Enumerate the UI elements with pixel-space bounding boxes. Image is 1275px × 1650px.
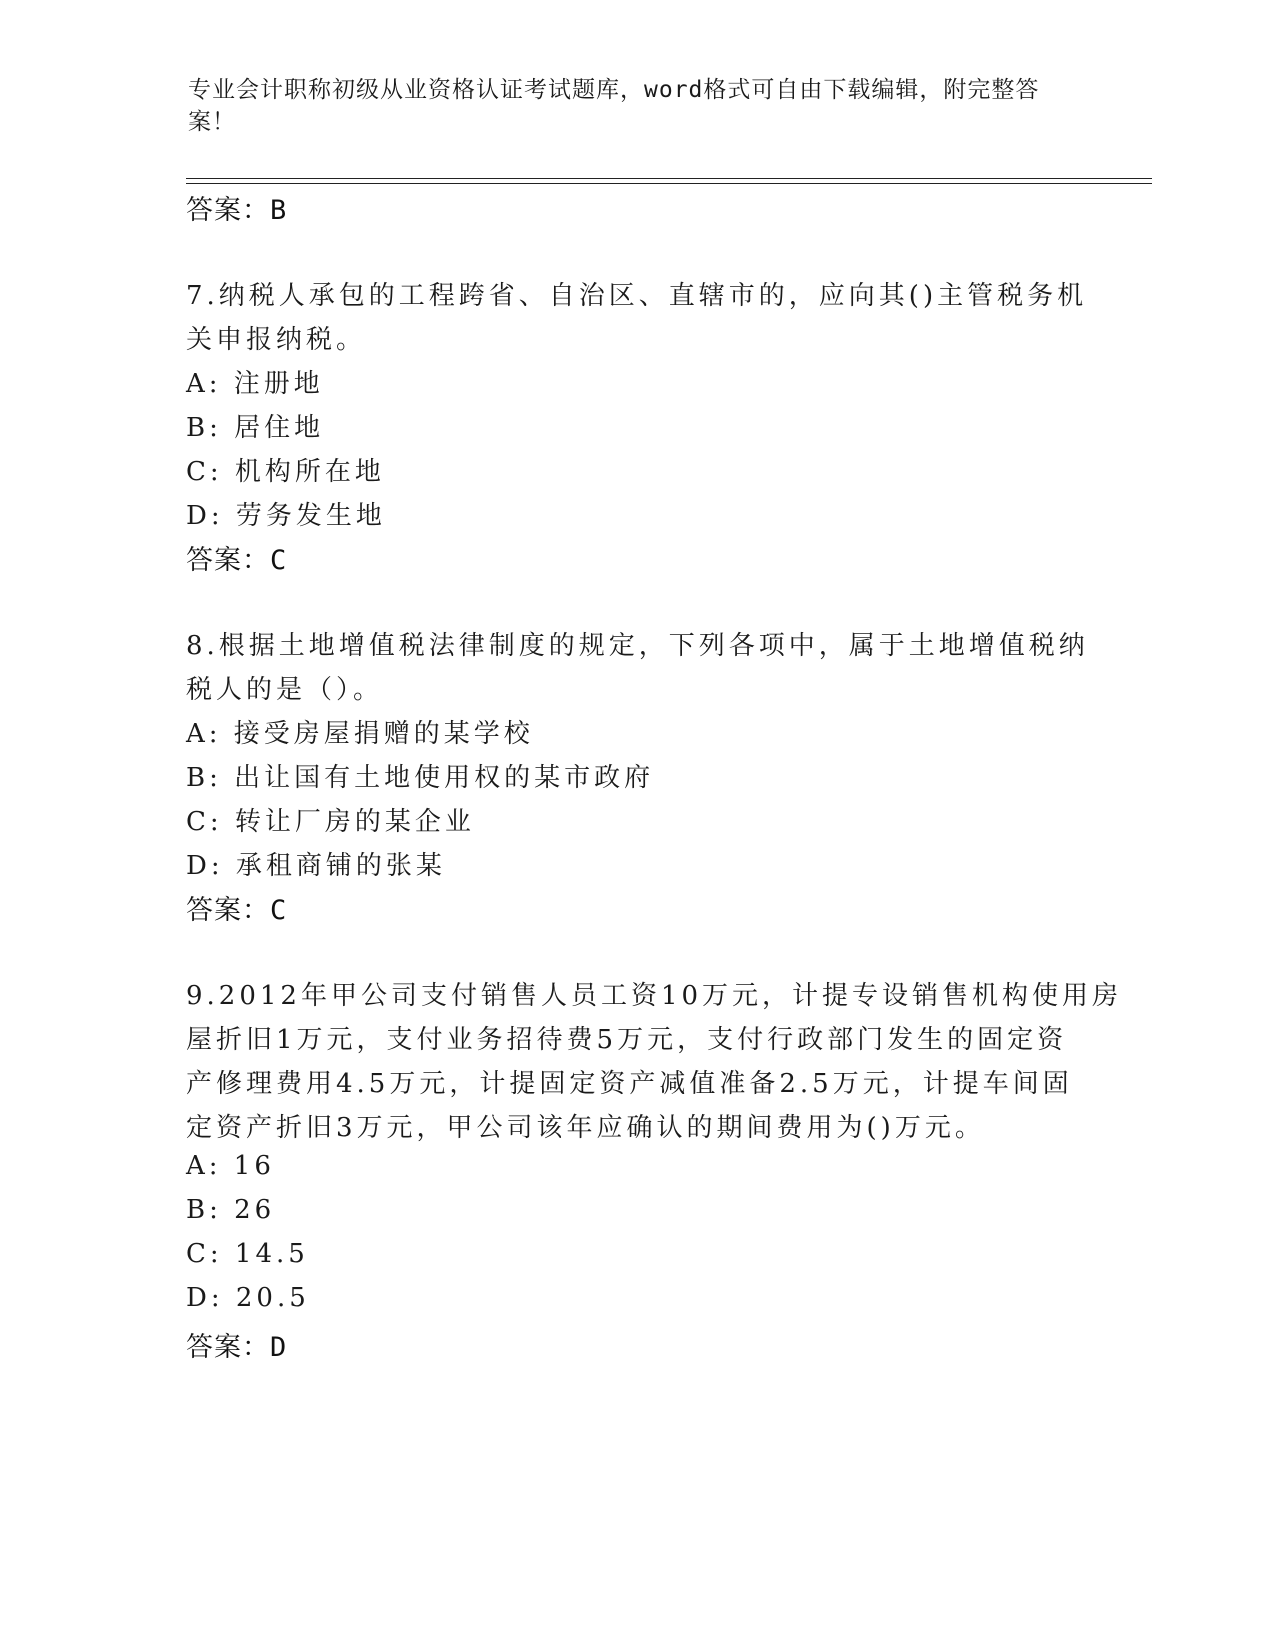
header-divider-top [186,178,1152,179]
q9-stem-line-3: 产修理费用4.5万元，计提固定资产减值准备2.5万元，计提车间固 [186,1069,1073,1099]
q7-stem-line-2: 关申报纳税。 [186,325,367,355]
q9-answer: 答案：D [186,1332,288,1363]
q7-option-b: B: 居住地 [186,413,325,443]
q8-stem-line-1: 8.根据土地增值税法律制度的规定，下列各项中，属于土地增值税纳 [186,631,1089,661]
q7-option-d: D: 劳务发生地 [186,501,386,531]
previous-answer: 答案：B [186,195,288,226]
q9-option-a: A: 16 [186,1151,275,1181]
q7-stem-line-1: 7.纳税人承包的工程跨省、自治区、直辖市的，应向其()主管税务机 [186,281,1088,311]
document-header [188,74,1068,138]
q8-option-b: B: 出让国有土地使用权的某市政府 [186,763,655,793]
q8-option-c: C: 转让厂房的某企业 [186,807,475,837]
header-line-1: 专业会计职称初级从业资格认证考试题库，word格式可自由下载编辑，附完整答 [188,77,1040,103]
q8-answer: 答案：C [186,895,288,926]
q9-option-d: D: 20.5 [186,1283,310,1313]
q7-option-a: A: 注册地 [186,369,324,399]
q8-option-a: A: 接受房屋捐赠的某学校 [186,719,534,749]
q9-stem-line-4: 定资产折旧3万元，甲公司该年应确认的期间费用为()万元。 [186,1113,985,1143]
q9-stem-line-2: 屋折旧1万元，支付业务招待费5万元，支付行政部门发生的固定资 [186,1025,1068,1055]
q9-option-b: B: 26 [186,1195,276,1225]
q9-option-c: C: 14.5 [186,1239,309,1269]
header-divider-bottom [186,183,1152,184]
q8-stem-line-2: 税人的是（）。 [186,675,384,705]
q7-option-c: C: 机构所在地 [186,457,385,487]
header-line-2: 案！ [188,109,236,135]
q9-stem-line-1: 9.2012年甲公司支付销售人员工资10万元，计提专设销售机构使用房 [186,981,1123,1011]
q7-answer: 答案：C [186,545,288,576]
q8-option-d: D: 承租商铺的张某 [186,851,446,881]
